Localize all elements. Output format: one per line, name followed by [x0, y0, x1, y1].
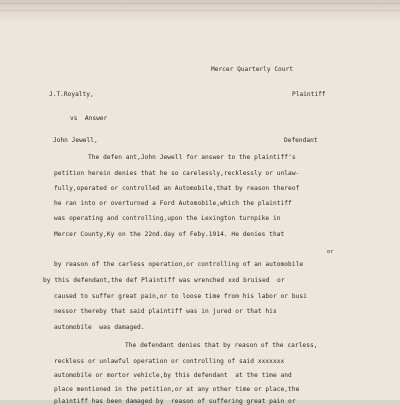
text-line: The defen ant,John Jewell for answer to the plaintiff's: [88, 154, 296, 161]
text-line: by reason of the carless operation,or controlling of an automobile: [54, 261, 304, 268]
fold-line: [0, 3, 400, 4]
handwritten-insert: or: [327, 249, 334, 255]
fold-line: [0, 10, 400, 11]
text-line: was operating and controlling,upon the Lexington turnpike in: [54, 215, 281, 222]
text-line: Mercer County,Ky on the 22nd.day of Feby.1914. He denies that: [54, 231, 285, 238]
text-line: The defendant denies that by reason of the carless,: [125, 342, 318, 349]
text-line: plaintiff has been damaged by reason of suffering great pain or: [54, 398, 296, 405]
text-line: petition herein denies that he so carelessly,recklessly or unlaw-: [54, 170, 300, 177]
text-line: fully,operated or controlled an Automobile,that by reason thereof: [54, 185, 300, 192]
court-heading: Mercer Quarterly Court: [211, 66, 293, 73]
text-line: automobile was damaged.: [54, 324, 145, 331]
text-line: reckless or unlawful operation or controlling of said xxxxxxx: [54, 358, 285, 365]
text-line: automobile or mortor vehicle,by this defendant at the time and: [54, 372, 292, 379]
plaintiff-label: Plaintiff: [292, 91, 326, 98]
vs-answer: vs Answer: [70, 115, 108, 122]
defendant-label: Defendant: [284, 137, 318, 144]
defendant-name: John Jewell,: [53, 137, 98, 144]
text-line: by this defendant,the def Plaintiff was wrenched xxd bruised or: [43, 277, 285, 284]
text-line: caused to suffer great pain,or to loose time from his labor or busi: [54, 293, 307, 300]
text-line: he ran into or overturned a Ford Automobile,which the plaintiff: [54, 200, 292, 207]
text-line: place mentioned in the petition,or at any other time or place,the: [54, 386, 300, 393]
plaintiff-name: J.T.Royalty,: [49, 91, 94, 98]
text-line: nessor thereby that said plaintiff was in jured or that his: [54, 308, 277, 315]
